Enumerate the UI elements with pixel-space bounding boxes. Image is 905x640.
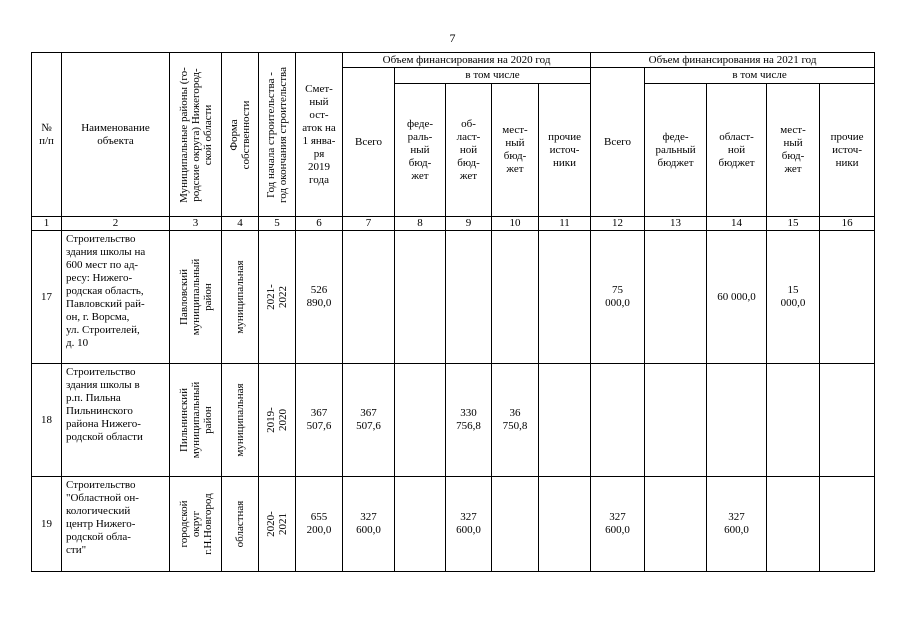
column-number: 2 xyxy=(62,217,170,231)
regional-2021-cell: 327 600,0 xyxy=(707,477,767,572)
ownership-text: областная xyxy=(234,500,246,548)
page-number: 7 xyxy=(449,31,456,45)
regional-2020-cell: 330 756,8 xyxy=(446,364,492,477)
local-2020-cell xyxy=(492,231,539,364)
federal-2020-cell xyxy=(395,364,446,477)
total-2020-cell xyxy=(343,231,395,364)
local-2021-cell xyxy=(767,364,820,477)
column-number: 8 xyxy=(395,217,446,231)
column-number: 16 xyxy=(820,217,875,231)
total-2020-cell: 327 600,0 xyxy=(343,477,395,572)
estimate-cell: 367 507,6 xyxy=(296,364,343,477)
header-name: Наименование объекта xyxy=(62,53,170,217)
federal-2021-cell xyxy=(645,231,707,364)
total-2021-cell xyxy=(591,364,645,477)
header-federal-2020: феде- раль- ный бюд- жет xyxy=(395,84,446,217)
header-estimate: Смет- ный ост- аток на 1 янва- ря 2019 года xyxy=(296,53,343,217)
header-years-text: Год начала строительства - год окончания строительства xyxy=(265,66,289,203)
object-name: Строительство здания школы на 600 мест по ад- ресу: Нижего- родская область, Павловский рай- он, г. Ворсма, ул. Строителей, д. 10 xyxy=(62,231,170,364)
district-text: городской округ г.Н.Новгород xyxy=(177,493,214,555)
column-number: 1 xyxy=(32,217,62,231)
other-2021-cell xyxy=(820,477,875,572)
years-cell xyxy=(259,477,296,572)
district-cell xyxy=(170,364,222,477)
total-2021-cell: 327 600,0 xyxy=(591,477,645,572)
column-number: 15 xyxy=(767,217,820,231)
object-name: Строительство "Областной он- кологический центр Нижего- родской обла- сти" xyxy=(62,477,170,572)
header-years xyxy=(259,53,296,217)
row-number: 17 xyxy=(32,231,62,364)
estimate-cell: 526 890,0 xyxy=(296,231,343,364)
federal-2020-cell xyxy=(395,477,446,572)
district-cell xyxy=(170,231,222,364)
federal-2020-cell xyxy=(395,231,446,364)
column-number: 5 xyxy=(259,217,296,231)
ownership-text: муниципальная xyxy=(234,260,246,334)
table-row xyxy=(32,364,875,477)
column-number: 10 xyxy=(492,217,539,231)
other-2020-cell xyxy=(539,364,591,477)
years-cell xyxy=(259,364,296,477)
local-2020-cell xyxy=(492,477,539,572)
column-number: 7 xyxy=(343,217,395,231)
ownership-cell xyxy=(222,364,259,477)
column-number: 14 xyxy=(707,217,767,231)
header-other-2020: прочие источ- ники xyxy=(539,84,591,217)
header-total-2021: Всего xyxy=(591,68,645,217)
estimate-cell: 655 200,0 xyxy=(296,477,343,572)
header-district-text: Муниципальные районы (го- родские округа) Нижегород- ской области xyxy=(177,66,214,203)
table-row xyxy=(32,477,875,572)
object-name: Строительство здания школы в р.п. Пильна Пильнинского района Нижего- родской области xyxy=(62,364,170,477)
financing-table xyxy=(31,52,875,572)
column-number: 6 xyxy=(296,217,343,231)
header-other-2021: прочие источ- ники xyxy=(820,84,875,217)
total-2021-cell: 75 000,0 xyxy=(591,231,645,364)
years-text: 2019-2020 xyxy=(265,407,289,433)
row-number: 19 xyxy=(32,477,62,572)
column-number: 9 xyxy=(446,217,492,231)
ownership-cell xyxy=(222,477,259,572)
federal-2021-cell xyxy=(645,364,707,477)
column-number: 11 xyxy=(539,217,591,231)
ownership-cell xyxy=(222,231,259,364)
column-number-row xyxy=(32,217,875,231)
header-ownership xyxy=(222,53,259,217)
local-2020-cell: 36 750,8 xyxy=(492,364,539,477)
header-num: № п/п xyxy=(32,53,62,217)
header-including-2021: в том числе xyxy=(645,68,875,84)
years-cell xyxy=(259,231,296,364)
district-text: Павловский муниципальный район xyxy=(177,258,214,336)
other-2021-cell xyxy=(820,231,875,364)
federal-2021-cell xyxy=(645,477,707,572)
years-text: 2021-2022 xyxy=(265,284,289,310)
header-local-2021: мест- ный бюд- жет xyxy=(767,84,820,217)
regional-2021-cell: 60 000,0 xyxy=(707,231,767,364)
header-district xyxy=(170,53,222,217)
header-group-2020: Объем финансирования на 2020 год xyxy=(343,53,591,68)
local-2021-cell xyxy=(767,477,820,572)
district-text: Пильнинский муниципальный район xyxy=(177,381,214,459)
regional-2021-cell xyxy=(707,364,767,477)
regional-2020-cell: 327 600,0 xyxy=(446,477,492,572)
header-regional-2020: об- ласт- ной бюд- жет xyxy=(446,84,492,217)
row-number: 18 xyxy=(32,364,62,477)
local-2021-cell: 15 000,0 xyxy=(767,231,820,364)
column-number: 4 xyxy=(222,217,259,231)
header-regional-2021: област- ной бюджет xyxy=(707,84,767,217)
header-ownership-text: Форма собственности xyxy=(228,100,252,169)
header-total-2020: Всего xyxy=(343,68,395,217)
column-number: 12 xyxy=(591,217,645,231)
district-cell xyxy=(170,477,222,572)
other-2021-cell xyxy=(820,364,875,477)
other-2020-cell xyxy=(539,477,591,572)
total-2020-cell: 367 507,6 xyxy=(343,364,395,477)
ownership-text: муниципальная xyxy=(234,383,246,457)
other-2020-cell xyxy=(539,231,591,364)
header-federal-2021: феде- ральный бюджет xyxy=(645,84,707,217)
header-local-2020: мест- ный бюд- жет xyxy=(492,84,539,217)
table-row xyxy=(32,231,875,364)
regional-2020-cell xyxy=(446,231,492,364)
header-including-2020: в том числе xyxy=(395,68,591,84)
years-text: 2020-2021 xyxy=(265,511,289,537)
header-group-2021: Объем финансирования на 2021 год xyxy=(591,53,875,68)
column-number: 3 xyxy=(170,217,222,231)
column-number: 13 xyxy=(645,217,707,231)
